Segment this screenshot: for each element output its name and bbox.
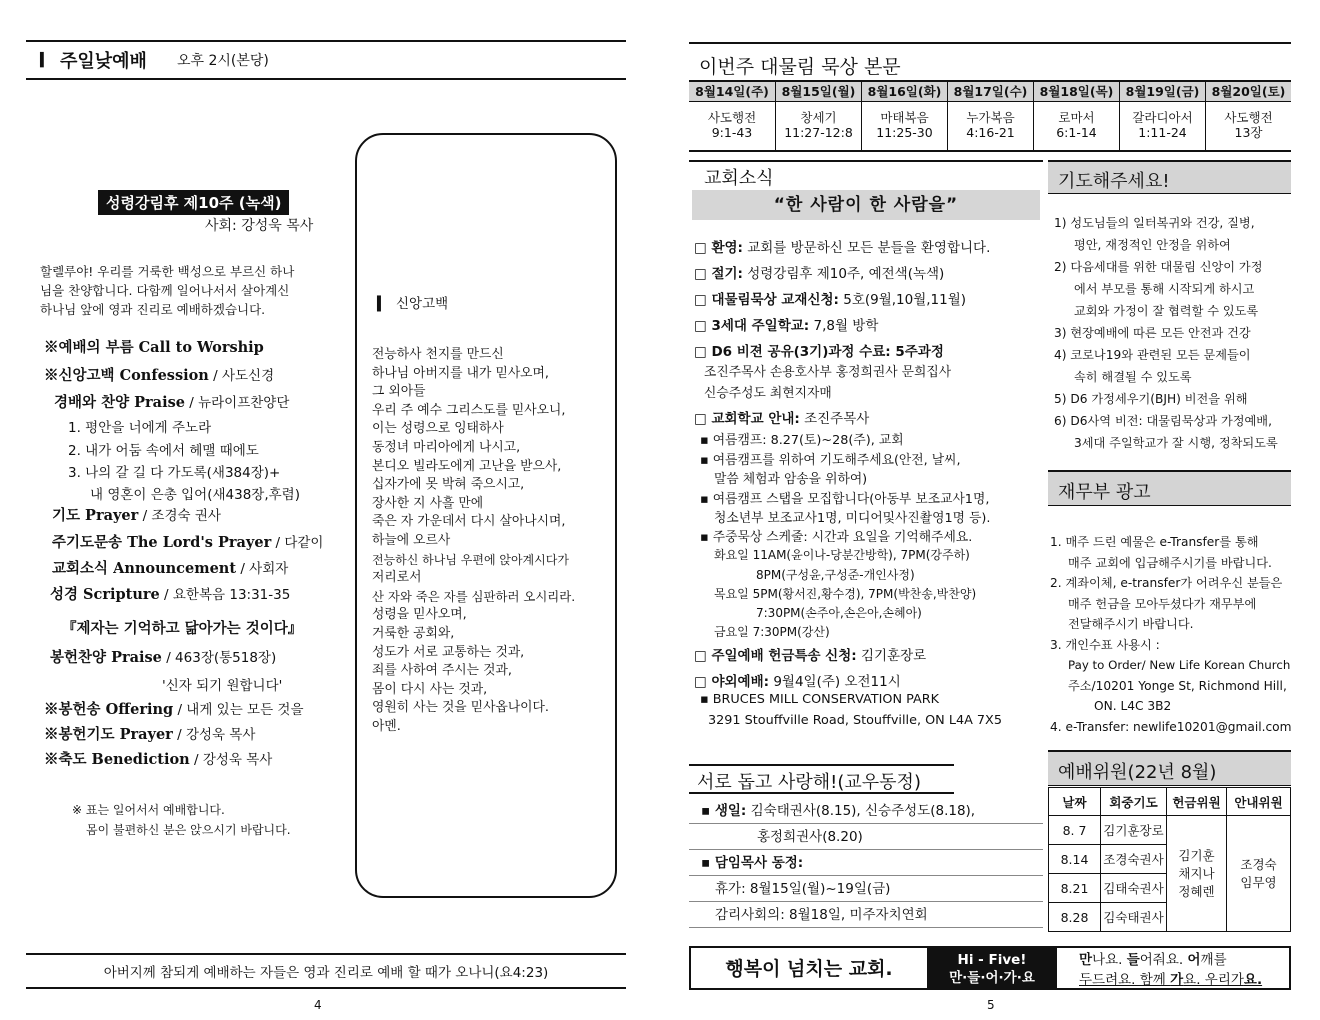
member-news-row: 홍정희권사(8.20) — [689, 826, 1043, 850]
committee-table: 날짜 회중기도 헌금위원 안내위원 8. 7 김기훈장로 김기훈 채지나 정혜렌 조경숙 임무영 8.14 조경숙권사 8.21 김태숙권사 8.28 김숙태권사 — [1048, 787, 1291, 932]
news-subline: 금요일 7:30PM(강산) — [714, 625, 830, 639]
order-benediction: ※축도 Benediction / 강성욱 목사 — [44, 751, 273, 768]
table-row: 8. 7 김기훈장로 김기훈 채지나 정혜렌 조경숙 임무영 — [1049, 816, 1291, 845]
news-subline: ▪ 여름캠프를 위하여 기도해주세요(안전, 날씨, — [700, 453, 961, 468]
news-item: □ 야외예배: 9월4일(주) 오전11시 — [694, 674, 901, 690]
reading-day: 8월19일(금) 갈라디아서 1:11-24 — [1119, 82, 1205, 150]
news-item: □ 주일예배 헌금특송 신청: 김기훈장로 — [694, 648, 927, 664]
news-subline: 3291 Stouffville Road, Stouffville, ON L4A 7X5 — [708, 713, 1002, 728]
praise-song: 1. 평안을 너에게 주노라 — [68, 420, 212, 436]
reading-day: 8월15일(월) 창세기 11:27-12:8 — [775, 82, 861, 150]
reading-plan-table — [689, 80, 1291, 152]
finance-list: 1. 매주 드린 예물은 e-Transfer를 통해 매주 교회에 입금해주시기를 바랍니다. 2. 계좌이체, e-transfer가 어려우신 분들은 매주 헌금을 모아두셨다가 재무부에 전달해주시기 바랍니다. 3. 개인수표 사용시 : Pay to Order/ New Life Korean Church 주소/10201 Yonge St, Richmond Hill, ON. L4C 3B2 4. e-Transfer: newlife10201@gmail.com — [1050, 535, 1292, 734]
order-scripture: 성경 Scripture / 요한복음 13:31-35 — [50, 586, 291, 603]
right-footer — [689, 946, 1291, 990]
member-news-row: ▪ 담임목사 동정: — [689, 852, 1043, 876]
news-subline: 목요일 5PM(황서진,황수경), 7PM(박찬송,박찬양) — [714, 587, 977, 601]
praise-song: 내 영혼이 은총 입어(새438장,후렴) — [90, 487, 300, 503]
order-offering-prayer: ※봉헌기도 Prayer / 강성욱 목사 — [44, 726, 256, 743]
news-subline: ▪ 주중묵상 스케줄: 시간과 요일을 기억해주세요. — [700, 530, 973, 545]
left-page-header — [26, 40, 626, 80]
prayer-list: 1) 성도님들의 일터복귀와 건강, 질병, 평안, 재정적인 안정을 위하여 2) 다음세대를 위한 대물림 신앙이 가정 에서 부모를 통해 시작되게 하시고 교회와 가정이 잘 협력할 수 있도록 3) 현장예배에 따른 모든 안전과 건강 4) 코로나19와 관련된 모든 문제들이 속히 해결될 수 있도록 5) D6 가정세우기(BJH) 비전을 위해 6) D6사역 비전: 대물림묵상과 가정예배, 3세대 주일학교가 잘 시행, 정착되도록 — [1054, 216, 1278, 450]
prayer-title: 기도해주세요! — [1048, 160, 1291, 194]
member-news-row: 감리사회의: 8월18일, 미주자치연회 — [689, 904, 1043, 928]
service-time: 오후 2시(본당) — [176, 53, 269, 69]
news-subline: 7:30PM(손주아,손은아,손혜아) — [756, 606, 922, 620]
news-subline: 말씀 체험과 암송을 위하여) — [714, 472, 868, 487]
member-news-row: 휴가: 8월15일(월)~19일(금) — [689, 878, 1043, 902]
footer-acrostic: 만나요. 들어줘요. 어깨를 두드려요. 함께 가요. 우리가요. — [1079, 952, 1263, 988]
note-line: ※ 표는 일어서서 예배합니다. — [72, 803, 225, 817]
praise-song: 2. 내가 어둠 속에서 헤맬 때에도 — [68, 443, 259, 459]
table-row: 8.28 김숙태권사 — [1049, 903, 1291, 932]
news-item: □ 환영: 교회를 방문하신 모든 분들을 환영합니다. — [694, 240, 991, 256]
page-number: 5 — [987, 998, 995, 1012]
order-praise: 경배와 찬양 Praise / 뉴라이프찬양단 — [54, 394, 290, 411]
opening-line: 할렐루야! 우리를 거룩한 백성으로 부르신 하나 — [40, 264, 295, 279]
apostles-creed: 전능하사 천지를 만드신 하나님 아버지를 내가 믿사오며, 그 외아들 우리 주 예수 그리스도를 믿사오니, 이는 성령으로 잉태하사 동정녀 마리아에게 나시고, 본디오 빌라도에게 고난을 받으사, 십자가에 못 박혀 죽으시고, 장사한 지 사흘 만에 죽은 자 가운데서 다시 살아나시며, 하늘에 오르사 전능하신 하나님 우편에 앉아계시다가 저리로서 산 자와 죽은 자를 심판하러 오시리라. 성령을 믿사오며, 거룩한 공회와, 성도가 서로 교통하는 것과, 죄를 사하여 주시는 것과, 몸이 다시 사는 것과, 영원히 사는 것을 믿사옵나이다. 아멘. — [372, 347, 576, 734]
opening-line: 님을 찬양합니다. 다함께 일어나서서 살아계신 — [40, 283, 290, 298]
praise-song: 3. 나의 갈 길 다 가도록(새384장)+ — [68, 465, 281, 481]
news-title: 교회소식 — [704, 168, 774, 189]
news-item: □ 교회학교 안내: 조진주목사 — [694, 411, 870, 427]
reading-day: 8월18일(목) 로마서 6:1-14 — [1033, 82, 1119, 150]
news-subline: 8PM(구성윤,구성준-개인사정) — [756, 568, 915, 582]
creed-title: ▍ 신앙고백 — [377, 296, 449, 312]
table-row: 8.14 조경숙권사 — [1049, 845, 1291, 874]
news-subline: 조진주목사 손용호사부 홍정희권사 문희집사 — [704, 365, 952, 380]
order-lords-prayer: 주기도문송 The Lord's Prayer / 다같이 — [52, 534, 324, 551]
order-offering: ※봉헌송 Offering / 내게 있는 모든 것을 — [44, 701, 304, 718]
season-badge: 성령강림후 제10주 (녹색) — [98, 190, 289, 215]
order-choir: 봉헌찬양 Praise / 463장(통518장) — [50, 649, 277, 666]
order-announcement: 교회소식 Announcement / 사회자 — [52, 560, 289, 577]
order-prayer: 기도 Prayer / 조경숙 권사 — [52, 507, 221, 524]
news-subline: 신승주성도 최현지자매 — [704, 386, 832, 401]
note-line: 몸이 불편하신 분은 앉으시기 바랍니다. — [86, 823, 291, 837]
committee-title: 예배위원(22년 8월) — [1048, 750, 1291, 786]
order-confession: ※신앙고백 Confession / 사도신경 — [44, 367, 275, 384]
title-bar-icon: ▍ — [377, 296, 388, 312]
opening-line: 하나님 앞에 영과 진리로 예배하겠습니다. — [40, 302, 266, 317]
order-call: ※예배의 부름 Call to Worship — [44, 339, 264, 356]
member-news-row: ▪ 생일: 김숙태권사(8.15), 신승주성도(8.18), — [689, 800, 1043, 824]
news-subline: 청소년부 보조교사1명, 미디어및사진촬영1명 등). — [714, 511, 991, 526]
news-subline: ▪ 여름캠프 스탭을 모집합니다(아동부 보조교사1명, — [700, 492, 990, 507]
opening-words — [40, 262, 335, 319]
news-slogan: “한 사람이 한 사람을” — [692, 190, 1040, 220]
news-subline: 화요일 11AM(윤이나-당분간방학), 7PM(강주하) — [714, 548, 970, 562]
sermon-title: 『제자는 기억하고 닮아가는 것이다』 — [62, 620, 303, 637]
standing-note — [72, 800, 291, 840]
service-leader: 사회: 강성욱 목사 — [205, 218, 314, 234]
news-subline: ▪ BRUCES MILL CONSERVATION PARK — [700, 692, 940, 707]
finance-title: 재무부 광고 — [1048, 470, 1291, 506]
news-item: □ D6 비젼 공유(3기)과정 수료: 5주과정 — [694, 344, 944, 360]
member-news-title: 서로 돕고 사랑해!(교우동정) — [689, 764, 954, 794]
reading-day: 8월16일(화) 마태복음 11:25-30 — [861, 82, 947, 150]
header-bar-icon: ▍ — [40, 52, 50, 68]
reading-plan-title: 이번주 대물림 묵상 본문 — [689, 42, 1291, 79]
service-title: 주일낮예배 — [60, 51, 147, 72]
news-item: □ 대물림묵상 교재신청: 5호(9월,10월,11월) — [694, 292, 967, 308]
news-item: □ 절기: 성령강림후 제10주, 예전색(녹색) — [694, 266, 945, 282]
reading-day: 8월14일(주) 사도행전 9:1-43 — [689, 82, 775, 150]
footer-hi-five: Hi - Five! 만·들·어·가·요 — [927, 948, 1057, 988]
reading-day: 8월20일(토) 사도행전 13장 — [1205, 82, 1291, 150]
news-item: □ 3세대 주일학교: 7,8월 방학 — [694, 318, 879, 334]
choir-song-title: '신자 되기 원합니다' — [162, 678, 283, 694]
news-subline: ▪ 여름캠프: 8.27(토)~28(주), 교회 — [700, 433, 904, 448]
left-footer-verse: 아버지께 참되게 예배하는 자들은 영과 진리로 예배 할 때가 오나니(요4:23) — [26, 953, 626, 989]
footer-motto: 행복이 넘치는 교회. — [725, 958, 893, 980]
table-row: 8.21 김태숙권사 — [1049, 874, 1291, 903]
reading-day: 8월17일(수) 누가복음 4:16-21 — [947, 82, 1033, 150]
page-number: 4 — [314, 998, 322, 1012]
